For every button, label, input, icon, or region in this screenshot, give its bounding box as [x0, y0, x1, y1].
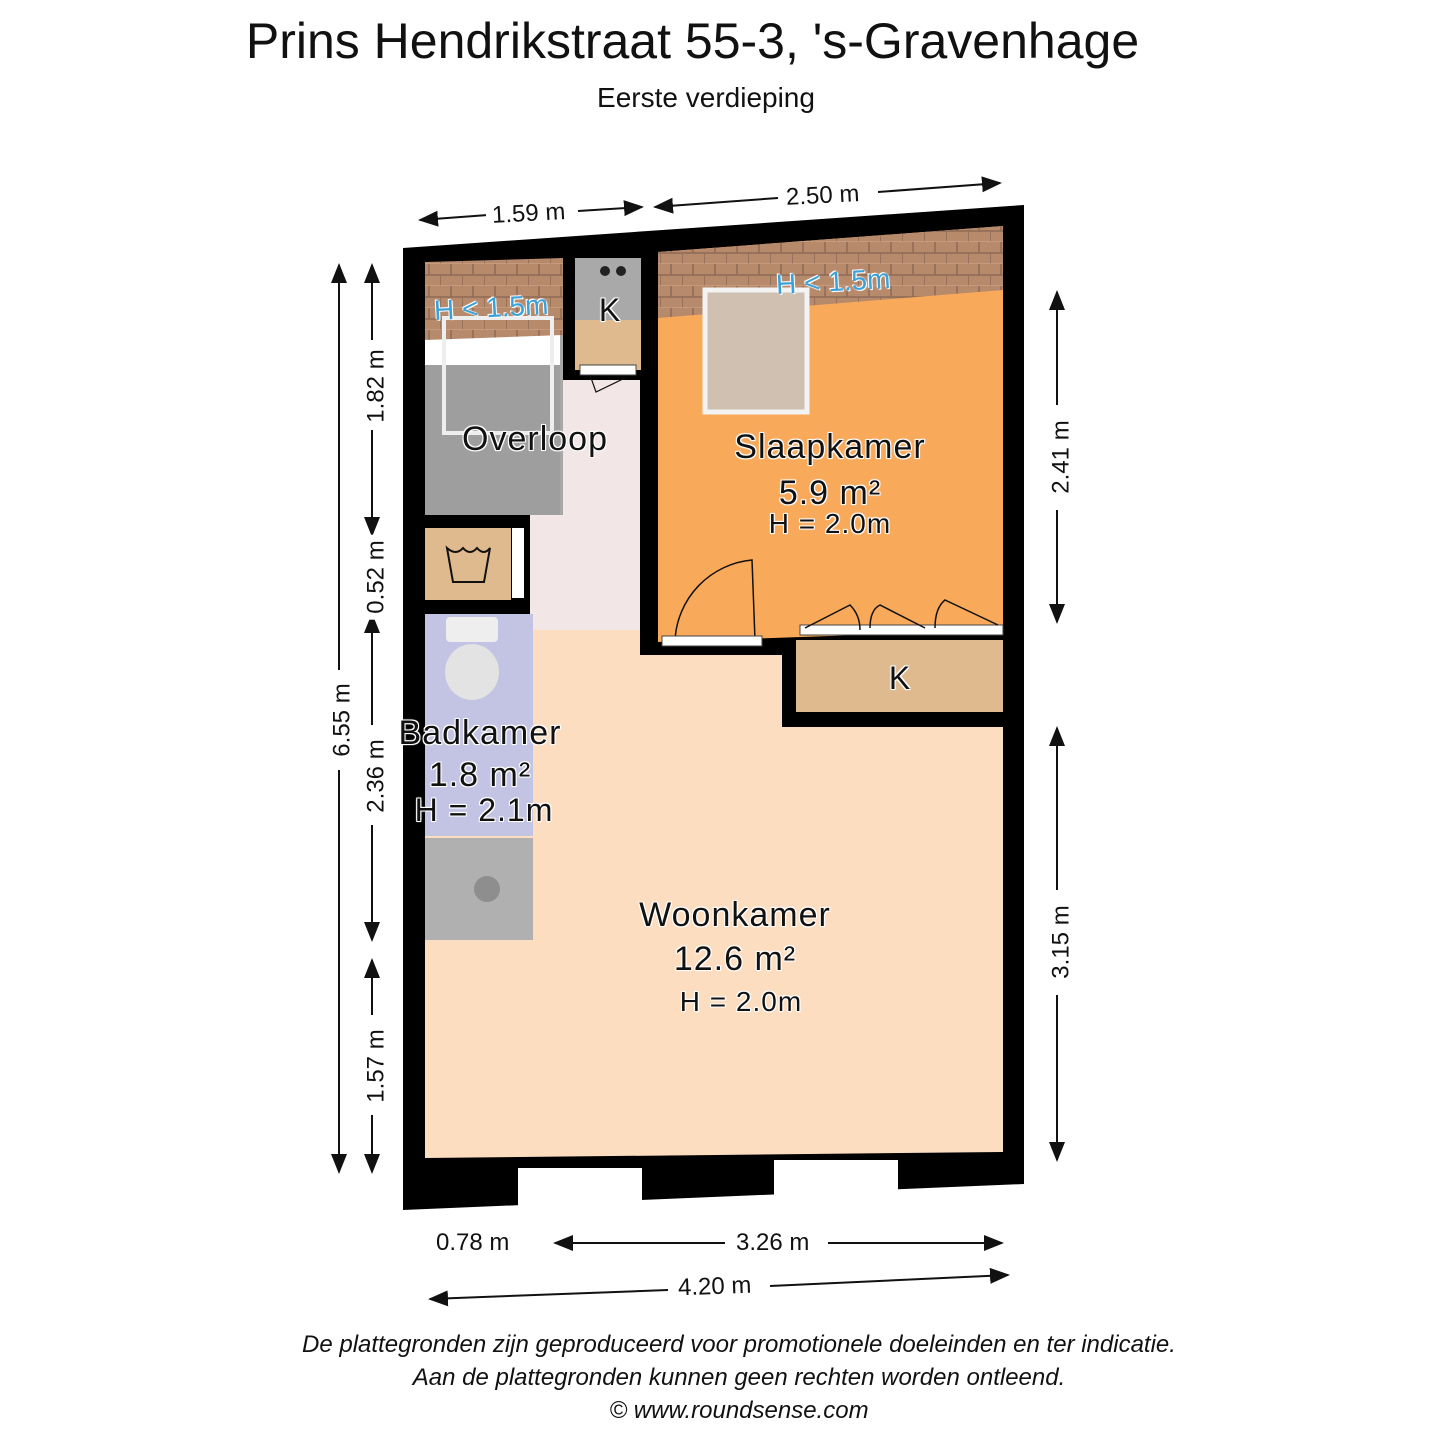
disclaimer-line-2: Aan de plattegronden kunnen geen rechten worden ontleend. — [412, 1364, 1066, 1391]
kast-right-label: K — [888, 660, 912, 696]
dim-left-inner-3: 2.36 m — [363, 733, 391, 818]
overloop-low-height: H < 1.5m — [433, 289, 550, 326]
badkamer-area: 1.8 m² — [428, 756, 532, 794]
badkamer-name: Badkamer — [398, 714, 562, 752]
kast-top-label: K — [598, 292, 622, 328]
badkamer-height: H = 2.1m — [414, 792, 554, 828]
dim-left-outer: 6.55 m — [329, 677, 357, 762]
dim-left-inner-4: 1.57 m — [363, 1023, 391, 1108]
woonkamer-area: 12.6 m² — [673, 940, 797, 978]
slaapkamer-area: 5.9 m² — [778, 474, 882, 512]
dim-right-2: 3.15 m — [1048, 899, 1076, 984]
copyright-line: © www.roundsense.com — [609, 1397, 869, 1424]
floor-subtitle: Eerste verdieping — [597, 82, 815, 113]
dim-bottom-total: 4.20 m — [672, 1272, 758, 1303]
page-title: Prins Hendrikstraat 55-3, 's-Gravenhage — [245, 13, 1140, 69]
dim-bottom-2: 3.26 m — [730, 1229, 815, 1257]
dim-top-2: 2.50 m — [779, 180, 866, 212]
slaapkamer-name: Slaapkamer — [734, 428, 926, 466]
dim-bottom-1: 0.78 m — [430, 1229, 515, 1257]
dim-left-inner-1: 1.82 m — [363, 343, 391, 428]
dim-top-1: 1.59 m — [485, 198, 572, 230]
woonkamer-name: Woonkamer — [639, 896, 831, 934]
disclaimer-line-1: De plattegronden zijn geproduceerd voor promotionele doeleinden en ter indicatie. — [302, 1331, 1176, 1358]
slaapkamer-low-height: H < 1.5m — [775, 263, 892, 300]
woonkamer-height: H = 2.0m — [679, 986, 803, 1017]
dim-left-inner-2: 0.52 m — [363, 534, 391, 619]
overloop-name: Overloop — [462, 420, 608, 458]
slaapkamer-height: H = 2.0m — [768, 508, 892, 539]
dim-right-1: 2.41 m — [1048, 414, 1076, 499]
